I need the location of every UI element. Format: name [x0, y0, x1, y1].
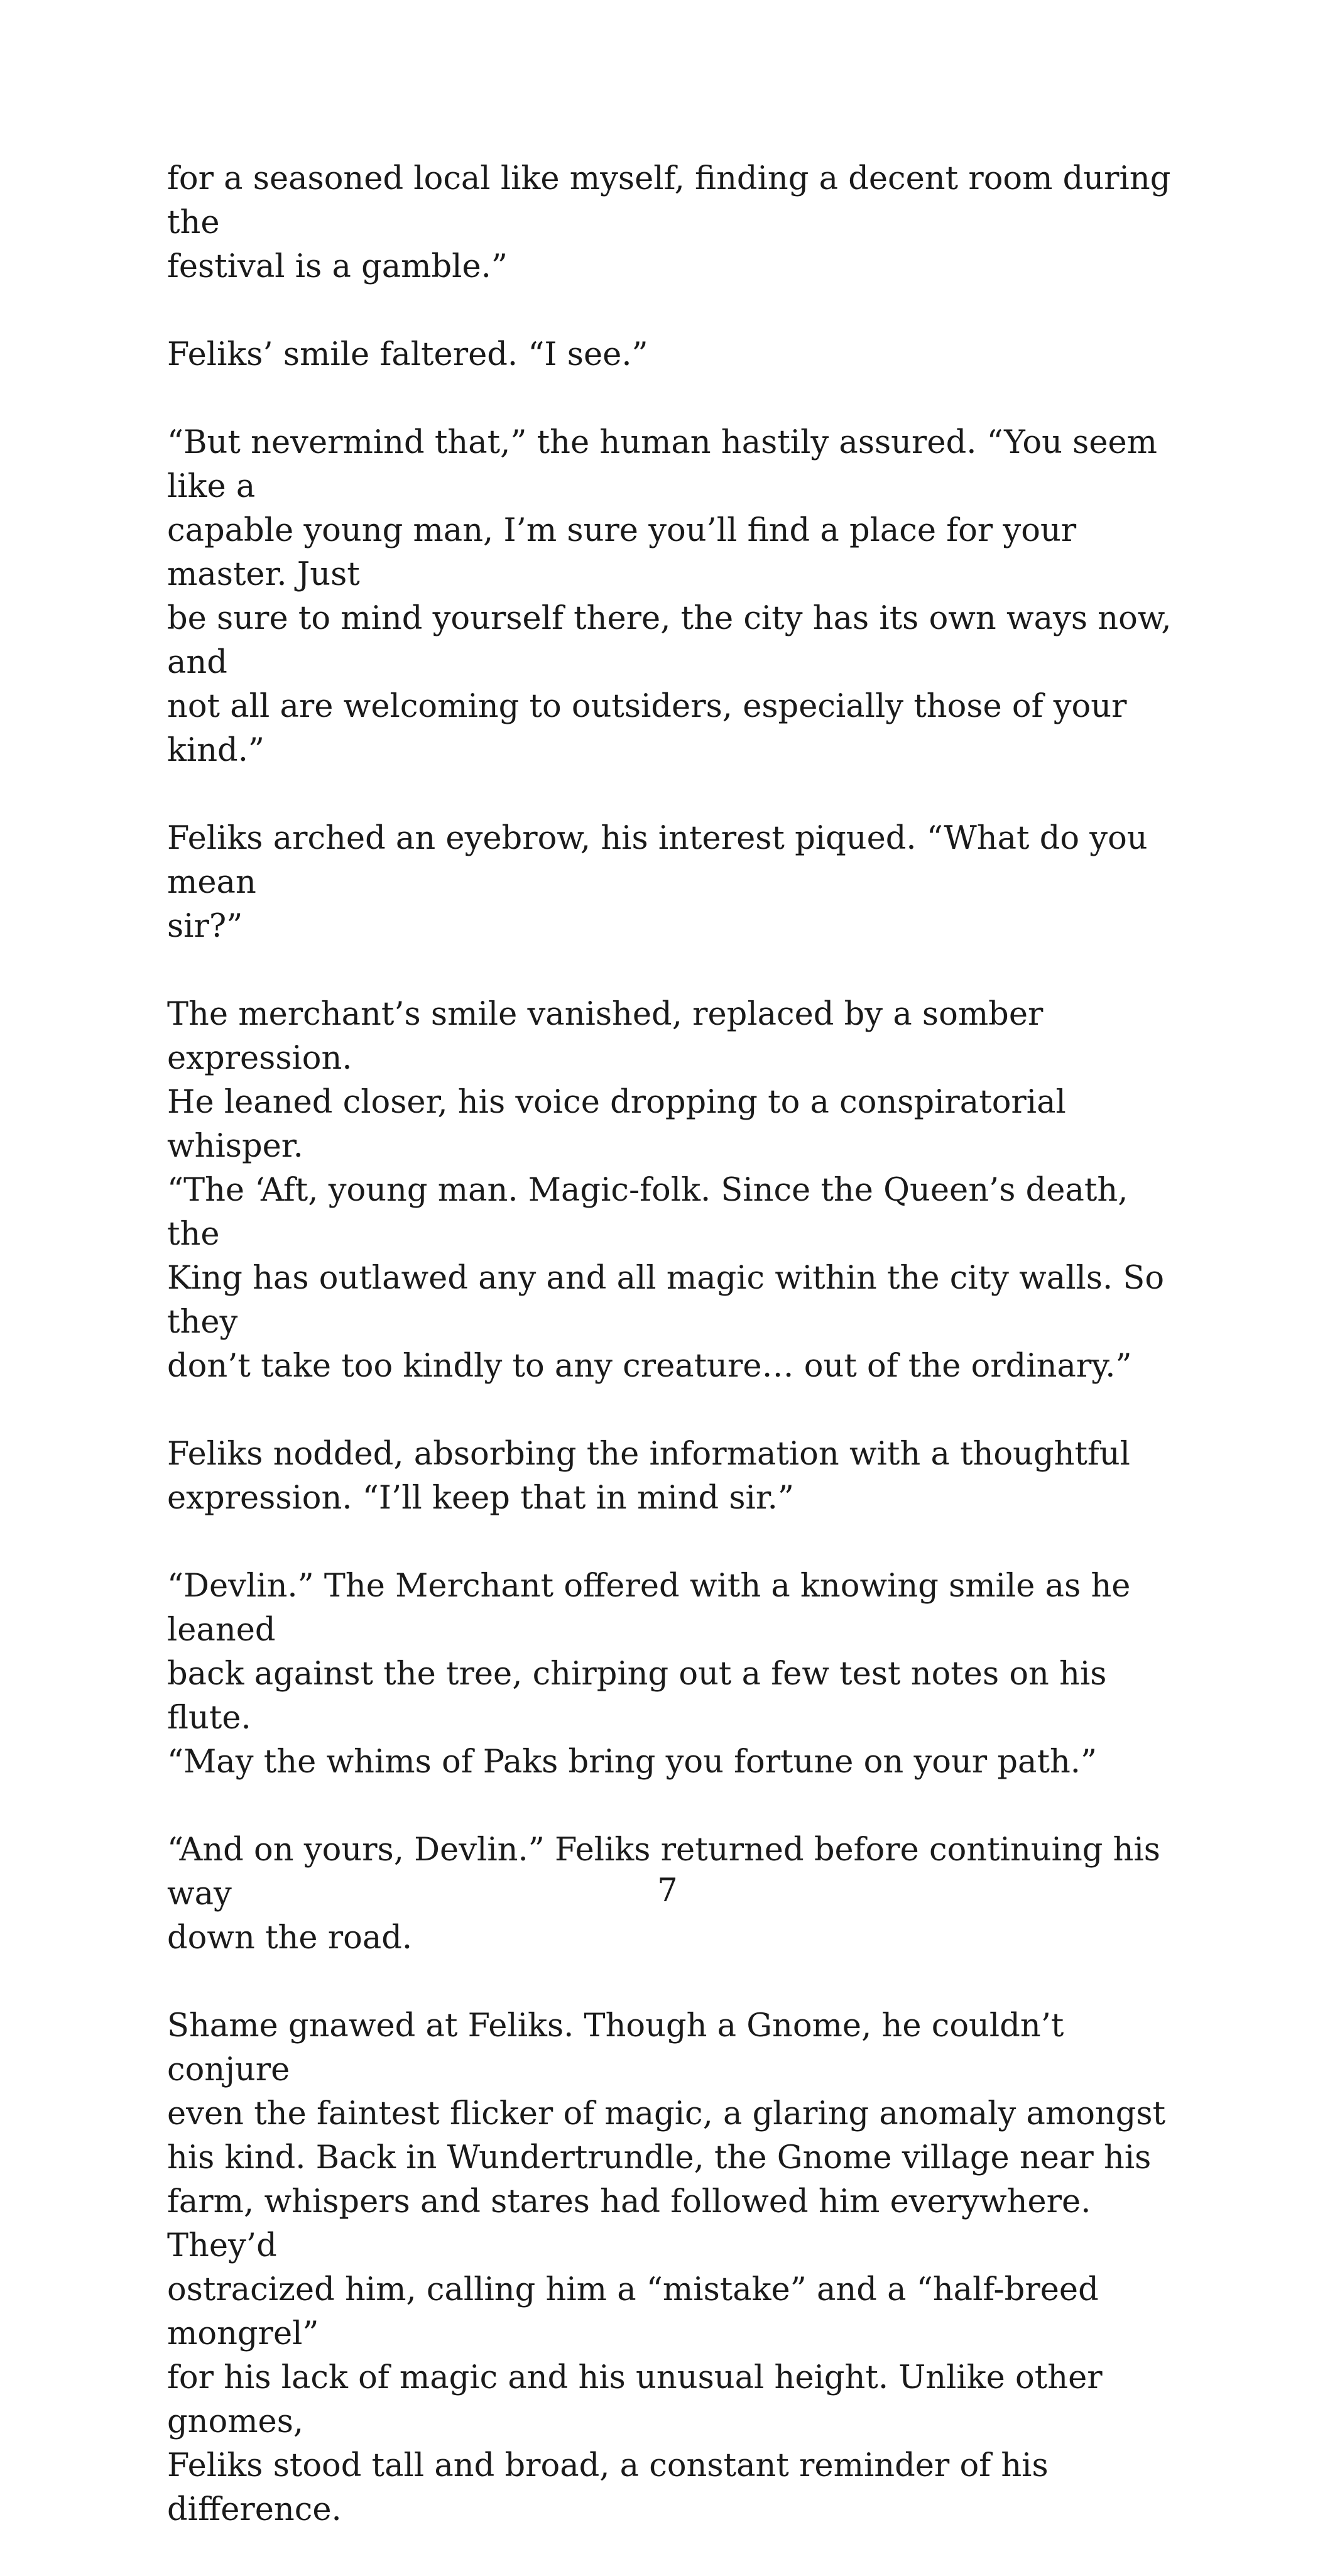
page-body-text: [167, 157, 1185, 2576]
page-number: 7: [657, 1872, 678, 1909]
paragraph-7: “Devlin.” The Merchant offered with a knowing smile as he leaned back against the tree, chirping out a few test notes on his flute. “May the whims of Paks bring you fortune on your path.”: [167, 1568, 1131, 1781]
paragraph-8: “And on yours, Devlin.” Feliks returned before continuing his way down the road.: [167, 1831, 1160, 1957]
paragraph-4: Feliks arched an eyebrow, his interest piqued. “What do you mean sir?”: [167, 820, 1148, 945]
paragraph-3: “But nevermind that,” the human hastily assured. “You seem like a capable young man, I’m sure you’ll find a place for your master. Just be sure to mind yourself there, the city has its own ways now, and not all are welcoming to outsiders, especially those of your kind.”: [167, 424, 1172, 769]
paragraph-6: Feliks nodded, absorbing the information with a thoughtful expression. “I’ll keep that in mind sir.”: [167, 1436, 1130, 1517]
paragraph-5: The merchant’s smile vanished, replaced by a somber expression. He leaned closer, his voice dropping to a conspiratorial whisper. “The ‘Aft, young man. Magic-folk. Since the Queen’s death, the King has outlawed any and all magic within the city walls. So they don’t take too kindly to any creature… out of the ordinary.”: [167, 996, 1165, 1385]
paragraph-2: Feliks’ smile faltered. “I see.”: [167, 336, 648, 373]
paragraph-9: Shame gnawed at Feliks. Though a Gnome, he couldn’t conjure even the faintest flicker of magic, a glaring anomaly amongst his kind. Back in Wundertrundle, the Gnome village near his farm, whispers and stares had followed him everywhere. They’d ostracized him, calling him a “mistake” and a “half-breed mongrel” for his lack of magic and his unusual height. Unlike other gnomes, Feliks stood tall and broad, a constant reminder of his difference.: [167, 2007, 1166, 2528]
paragraph-1: for a seasoned local like myself, finding a decent room during the festival is a gamble.”: [167, 160, 1171, 285]
